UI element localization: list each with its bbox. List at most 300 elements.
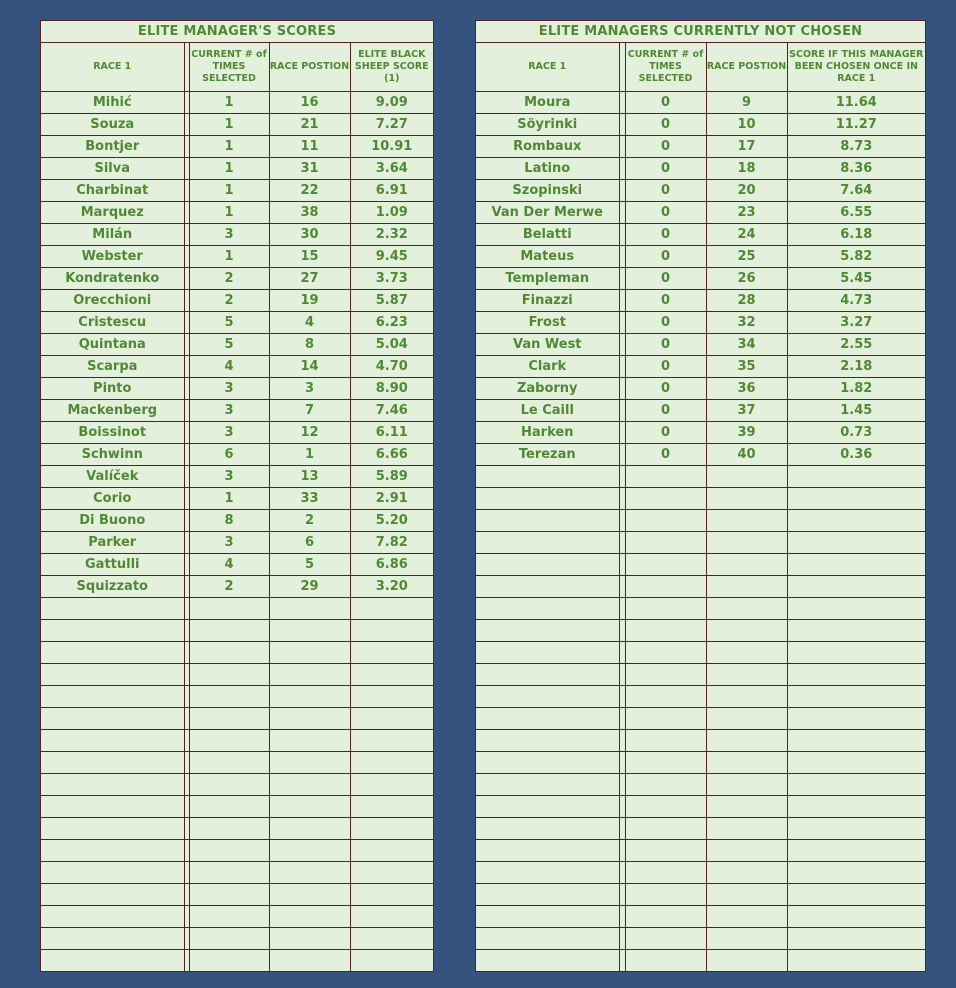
score-cell [787,686,925,708]
header-race-position: RACE POSTION [269,43,350,92]
manager-name-cell [476,796,619,818]
times-selected-cell: 3 [189,466,269,488]
table-row [41,268,433,290]
score-cell [350,664,433,686]
times-selected-cell: 5 [189,312,269,334]
race-position-cell [269,642,350,664]
times-selected-cell [189,840,269,862]
times-selected-cell [189,928,269,950]
manager-name-cell [476,532,619,554]
score-cell: 1.82 [787,378,925,400]
times-selected-cell [625,796,706,818]
race-position-cell [706,576,787,598]
times-selected-cell: 1 [189,114,269,136]
race-position-cell: 39 [706,422,787,444]
race-position-cell: 31 [269,158,350,180]
times-selected-cell [625,906,706,928]
times-selected-cell: 1 [189,180,269,202]
times-selected-cell: 0 [625,180,706,202]
times-selected-cell: 0 [625,224,706,246]
manager-name-cell [476,708,619,730]
race-position-cell [706,862,787,884]
times-selected-cell: 6 [189,444,269,466]
times-selected-cell: 0 [625,378,706,400]
manager-name-cell [41,686,184,708]
times-selected-cell: 1 [189,202,269,224]
manager-name-cell: Corio [41,488,184,510]
race-position-cell [706,730,787,752]
score-cell: 8.73 [787,136,925,158]
race-position-cell: 33 [269,488,350,510]
score-cell: 7.82 [350,532,433,554]
score-cell [787,774,925,796]
times-selected-cell: 0 [625,444,706,466]
times-selected-cell: 0 [625,334,706,356]
race-position-cell [269,664,350,686]
score-cell: 6.18 [787,224,925,246]
manager-name-cell: Belatti [476,224,619,246]
times-selected-cell: 1 [189,246,269,268]
table-row [476,928,925,950]
table-row [476,510,925,532]
manager-name-cell [41,774,184,796]
times-selected-cell: 2 [189,268,269,290]
manager-name-cell: Le Caill [476,400,619,422]
manager-name-cell: Terezan [476,444,619,466]
table-row [41,444,433,466]
score-cell: 6.23 [350,312,433,334]
times-selected-cell [625,840,706,862]
times-selected-cell [625,884,706,906]
table-row [476,906,925,928]
manager-name-cell [476,686,619,708]
manager-name-cell: Latino [476,158,619,180]
times-selected-cell [625,488,706,510]
table-row [41,334,433,356]
table-row [476,818,925,840]
race-position-cell [269,928,350,950]
not-chosen-title: ELITE MANAGERS CURRENTLY NOT CHOSEN [476,21,925,43]
table-row [41,400,433,422]
times-selected-cell: 4 [189,356,269,378]
race-position-cell: 40 [706,444,787,466]
manager-name-cell: Di Buono [41,510,184,532]
score-cell: 0.73 [787,422,925,444]
table-row [476,136,925,158]
manager-name-cell [41,950,184,972]
score-cell: 2.18 [787,356,925,378]
header-race: RACE 1 [476,43,619,92]
score-cell [787,576,925,598]
table-row [41,884,433,906]
race-position-cell: 29 [269,576,350,598]
score-cell: 5.45 [787,268,925,290]
score-cell [787,752,925,774]
score-cell [787,796,925,818]
race-position-cell: 14 [269,356,350,378]
race-position-cell: 35 [706,356,787,378]
table-row [41,378,433,400]
manager-name-cell: Valíček [41,466,184,488]
times-selected-cell [189,906,269,928]
score-cell [350,862,433,884]
score-cell [787,620,925,642]
score-cell [350,642,433,664]
manager-name-cell: Söyrinki [476,114,619,136]
score-cell [787,488,925,510]
race-position-cell: 20 [706,180,787,202]
race-position-cell [269,906,350,928]
score-cell: 3.64 [350,158,433,180]
manager-name-cell [476,488,619,510]
score-cell [350,598,433,620]
score-cell [350,774,433,796]
table-row [476,444,925,466]
manager-name-cell: Clark [476,356,619,378]
table-row [476,334,925,356]
times-selected-cell [189,774,269,796]
table-row [476,422,925,444]
manager-name-cell: Bontjer [41,136,184,158]
table-row [41,686,433,708]
times-selected-cell [189,598,269,620]
table-row [476,312,925,334]
race-position-cell: 11 [269,136,350,158]
race-position-cell [706,840,787,862]
times-selected-cell [625,774,706,796]
race-position-cell: 16 [269,92,350,114]
table-row [41,620,433,642]
race-position-cell: 34 [706,334,787,356]
score-cell: 5.82 [787,246,925,268]
times-selected-cell [189,730,269,752]
table-row [476,180,925,202]
table-row [476,840,925,862]
times-selected-cell [625,620,706,642]
table-row [476,752,925,774]
times-selected-cell: 2 [189,576,269,598]
race-position-cell [706,818,787,840]
times-selected-cell: 1 [189,488,269,510]
manager-name-cell: Squizzato [41,576,184,598]
manager-name-cell: Moura [476,92,619,114]
table-row [41,752,433,774]
manager-name-cell: Zaborny [476,378,619,400]
times-selected-cell: 3 [189,400,269,422]
manager-name-cell [476,906,619,928]
manager-name-cell [41,708,184,730]
score-cell [350,840,433,862]
times-selected-cell: 0 [625,356,706,378]
score-cell: 5.04 [350,334,433,356]
score-cell [787,510,925,532]
score-cell: 6.66 [350,444,433,466]
table-row [476,532,925,554]
score-cell: 3.73 [350,268,433,290]
race-position-cell [269,708,350,730]
race-position-cell [269,620,350,642]
table-row [476,246,925,268]
times-selected-cell: 1 [189,136,269,158]
race-position-cell: 26 [706,268,787,290]
times-selected-cell [189,664,269,686]
race-position-cell [269,950,350,972]
times-selected-cell [625,928,706,950]
table-row [41,488,433,510]
table-row [476,400,925,422]
race-position-cell [706,488,787,510]
race-position-cell: 2 [269,510,350,532]
race-position-cell [269,796,350,818]
times-selected-cell [625,598,706,620]
race-position-cell: 28 [706,290,787,312]
manager-name-cell [476,840,619,862]
score-cell: 4.73 [787,290,925,312]
table-row [41,422,433,444]
race-position-cell: 3 [269,378,350,400]
times-selected-cell: 4 [189,554,269,576]
manager-name-cell [41,906,184,928]
times-selected-cell [625,730,706,752]
score-cell [787,532,925,554]
table-row [476,268,925,290]
race-position-cell [269,862,350,884]
times-selected-cell: 0 [625,136,706,158]
header-race-position: RACE POSTION [706,43,787,92]
score-cell [350,752,433,774]
race-position-cell [269,730,350,752]
table-row [41,312,433,334]
score-cell [787,708,925,730]
race-position-cell: 38 [269,202,350,224]
score-cell [350,906,433,928]
race-position-cell [269,818,350,840]
score-cell [350,818,433,840]
manager-name-cell [476,884,619,906]
race-position-cell [706,906,787,928]
times-selected-cell: 0 [625,158,706,180]
manager-name-cell: Scarpa [41,356,184,378]
table-row [476,114,925,136]
race-position-cell [706,928,787,950]
manager-name-cell [476,620,619,642]
score-cell: 6.55 [787,202,925,224]
times-selected-cell [625,642,706,664]
times-selected-cell [625,532,706,554]
table-row [41,356,433,378]
race-position-cell [706,620,787,642]
times-selected-cell [189,642,269,664]
score-cell: 8.36 [787,158,925,180]
manager-name-cell: Souza [41,114,184,136]
manager-name-cell [476,664,619,686]
manager-name-cell [41,928,184,950]
race-position-cell: 18 [706,158,787,180]
times-selected-cell: 0 [625,246,706,268]
table-row [41,664,433,686]
table-row [476,730,925,752]
table-row [41,796,433,818]
score-cell: 6.86 [350,554,433,576]
times-selected-cell [625,950,706,972]
table-row [41,906,433,928]
table-row [476,620,925,642]
table-row [41,510,433,532]
times-selected-cell [625,818,706,840]
times-selected-cell: 3 [189,224,269,246]
manager-name-cell [476,510,619,532]
table-row [476,290,925,312]
table-row [41,114,433,136]
manager-name-cell [41,620,184,642]
table-row [41,818,433,840]
table-row [41,180,433,202]
score-cell: 8.90 [350,378,433,400]
manager-name-cell [476,598,619,620]
score-cell: 1.45 [787,400,925,422]
times-selected-cell [189,708,269,730]
score-cell [350,950,433,972]
manager-name-cell: Mihić [41,92,184,114]
manager-name-cell [476,862,619,884]
race-position-cell: 22 [269,180,350,202]
manager-name-cell [41,598,184,620]
score-cell: 6.91 [350,180,433,202]
race-position-cell: 21 [269,114,350,136]
manager-name-cell [476,576,619,598]
score-cell [350,928,433,950]
manager-name-cell [476,730,619,752]
times-selected-cell [189,950,269,972]
race-position-cell: 17 [706,136,787,158]
manager-name-cell [41,642,184,664]
score-cell [787,664,925,686]
score-cell: 0.36 [787,444,925,466]
table-row [41,576,433,598]
times-selected-cell: 5 [189,334,269,356]
manager-name-cell: Szopinski [476,180,619,202]
manager-name-cell [476,554,619,576]
race-position-cell [706,950,787,972]
table-row [476,686,925,708]
manager-name-cell: Rombaux [476,136,619,158]
race-position-cell [706,752,787,774]
score-cell [787,862,925,884]
not-chosen-body [476,92,925,972]
times-selected-cell [625,510,706,532]
table-row [41,202,433,224]
manager-name-cell [41,840,184,862]
race-position-cell [269,840,350,862]
table-row [41,290,433,312]
race-position-cell: 24 [706,224,787,246]
score-cell [787,928,925,950]
table-row [476,642,925,664]
race-position-cell: 10 [706,114,787,136]
score-cell: 11.27 [787,114,925,136]
times-selected-cell: 0 [625,422,706,444]
race-position-cell [706,642,787,664]
score-cell [350,686,433,708]
race-position-cell [706,774,787,796]
times-selected-cell [625,554,706,576]
elite-scores-panel [40,20,434,972]
table-row [41,224,433,246]
manager-name-cell [41,752,184,774]
race-position-cell [706,708,787,730]
score-cell [350,884,433,906]
race-position-cell [706,664,787,686]
table-row [476,224,925,246]
score-cell: 7.27 [350,114,433,136]
manager-name-cell [476,928,619,950]
manager-name-cell: Frost [476,312,619,334]
score-cell: 5.20 [350,510,433,532]
header-times-selected: CURRENT # of TIMES SELECTED [189,43,269,92]
score-cell: 3.27 [787,312,925,334]
table-row [476,378,925,400]
table-row [476,862,925,884]
manager-name-cell: Boissinot [41,422,184,444]
score-cell [787,642,925,664]
score-cell: 2.91 [350,488,433,510]
table-row [41,862,433,884]
score-cell [350,796,433,818]
times-selected-cell: 1 [189,92,269,114]
race-position-cell: 23 [706,202,787,224]
manager-name-cell: Silva [41,158,184,180]
table-row [476,202,925,224]
table-row [476,774,925,796]
times-selected-cell: 0 [625,202,706,224]
score-cell [787,730,925,752]
header-times-selected: CURRENT # of TIMES SELECTED [625,43,706,92]
table-row [476,356,925,378]
table-row [476,708,925,730]
race-position-cell: 8 [269,334,350,356]
times-selected-cell: 0 [625,290,706,312]
times-selected-cell [625,862,706,884]
manager-name-cell: Van Der Merwe [476,202,619,224]
score-cell [787,598,925,620]
manager-name-cell: Cristescu [41,312,184,334]
table-row [41,598,433,620]
score-cell [787,818,925,840]
manager-name-cell [41,730,184,752]
table-row [41,642,433,664]
table-row [476,92,925,114]
race-position-cell: 9 [706,92,787,114]
manager-name-cell: Orecchioni [41,290,184,312]
race-position-cell [706,686,787,708]
times-selected-cell: 3 [189,422,269,444]
manager-name-cell: Mateus [476,246,619,268]
table-row [476,488,925,510]
race-position-cell [269,774,350,796]
manager-name-cell: Kondratenko [41,268,184,290]
times-selected-cell [189,752,269,774]
manager-name-cell [476,466,619,488]
table-row [41,840,433,862]
score-cell: 9.45 [350,246,433,268]
table-row [41,554,433,576]
manager-name-cell [476,950,619,972]
manager-name-cell [41,818,184,840]
race-position-cell: 27 [269,268,350,290]
times-selected-cell: 0 [625,312,706,334]
times-selected-cell: 2 [189,290,269,312]
times-selected-cell [625,708,706,730]
